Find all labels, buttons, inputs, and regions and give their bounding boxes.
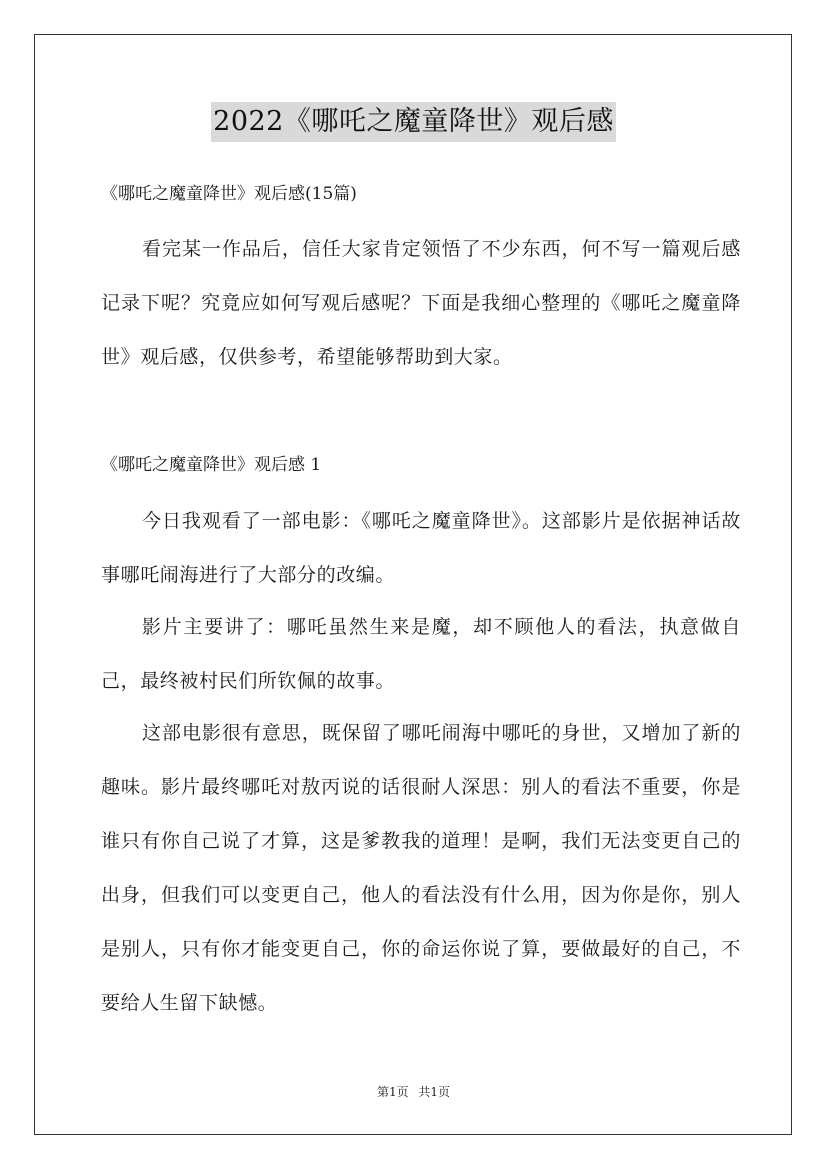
document-subtitle: 《哪吒之魔童降世》观后感(15篇) — [101, 184, 357, 204]
page-number-total: 共1页 — [418, 1085, 451, 1099]
page-footer — [0, 1083, 827, 1101]
body-paragraph: 今日我观看了一部电影：《哪吒之魔童降世》。这部影片是依据神话故事哪吒闹海进行了大部分的改编。 — [101, 510, 741, 586]
page-number-current: 第1页 — [376, 1085, 409, 1099]
document-title: 2022《哪吒之魔童降世》观后感 — [211, 102, 616, 142]
intro-paragraph: 看完某一作品后，信任大家肯定领悟了不少东西，何不写一篇观后感记录下呢？究竟应如何写观后感呢？下面是我细心整理的《哪吒之魔童降世》观后感，仅供参考，希望能够帮助到大家。 — [101, 238, 741, 368]
title-container — [0, 102, 827, 142]
section-heading: 《哪吒之魔童降世》观后感 1 — [101, 455, 322, 475]
body-paragraph: 这部电影很有意思，既保留了哪吒闹海中哪吒的身世，又增加了新的趣味。影片最终哪吒对敖丙说的话很耐人深思：别人的看法不重要，你是谁只有你自己说了才算，这是爹教我的道理！是啊，我们无法变更自己的出身，但我们可以变更自己，他人的看法没有什么用，因为你是你，别人是别人，只有你才能变更自己，你的命运你说了算，要做最好的自己，不要给人生留下缺憾。 — [101, 722, 741, 1014]
body-paragraph: 影片主要讲了：哪吒虽然生来是魔，却不顾他人的看法，执意做自己，最终被村民们所钦佩的故事。 — [101, 616, 741, 692]
